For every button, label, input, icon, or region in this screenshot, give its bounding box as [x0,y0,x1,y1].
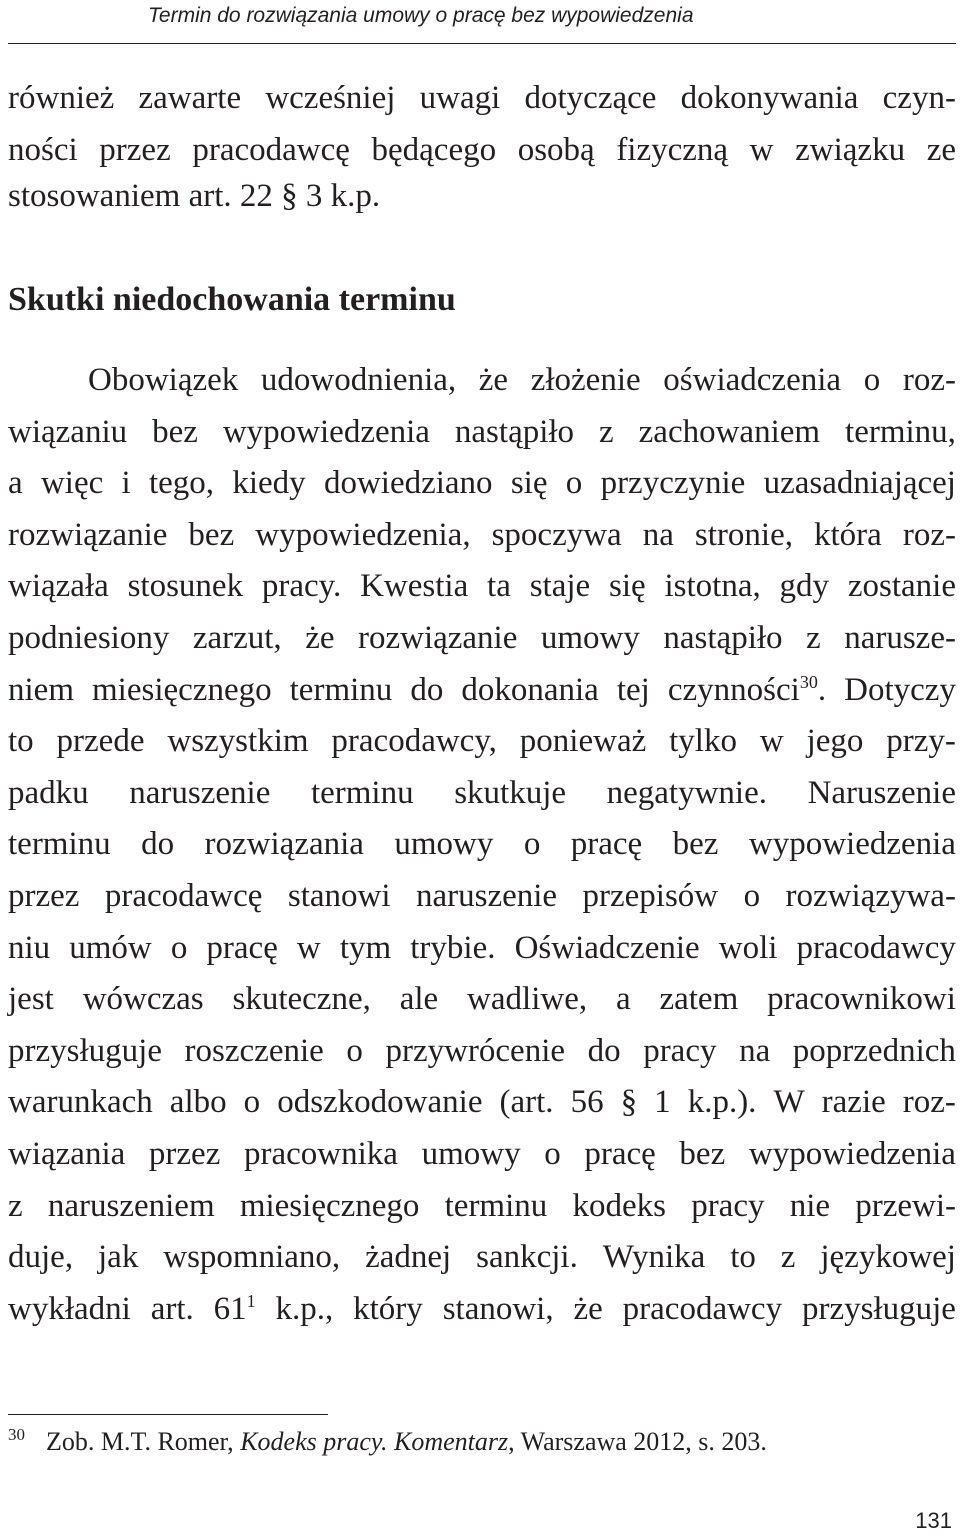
word: o [565,465,583,502]
word: stosunek [127,568,244,605]
text-line [8,928,956,968]
word: wykładni [8,1290,131,1327]
word: zarzut, [192,620,282,656]
word: zostanie [847,568,956,605]
word: Oświadczenie [514,929,700,966]
word: to [730,1239,756,1276]
word: razie [821,1084,886,1121]
word: negatywnie. [606,774,767,811]
text-line [8,773,956,813]
word: 61 [213,1290,247,1327]
text-line [8,1186,956,1226]
word: naruszenie [129,774,271,811]
word: związku [795,132,906,168]
word: Dotyczy [844,671,956,708]
word: złożenie [530,362,641,398]
word: rozwiązanie [8,516,168,553]
word: uzasadniającej [763,465,956,502]
footnote-divider [8,1414,328,1415]
article-superscript: 1 [246,1290,256,1311]
word: Kwestia [360,568,469,605]
word: terminu [8,826,111,863]
word: uwagi [419,80,501,116]
word: pracodawcy, [331,723,497,760]
word: bez [672,826,719,863]
text-line [8,1237,956,1277]
word: terminu, [845,413,956,450]
word: zatem [659,981,739,1018]
word: wadliwe, [467,981,588,1018]
word: podniesiony [8,620,170,656]
word: wiązaniu [8,413,128,450]
word: stosowaniem art. 22 § 3 k.p. [8,178,381,214]
text-line [8,670,956,710]
word: przysługuje [801,1290,956,1327]
footnote: 30 Zob. M.T. Romer, Kodeks pracy. Komentarz, Warszawa 2012, s. 203. [8,1425,767,1456]
word: językowej [820,1239,956,1276]
word: przysługuje [8,1032,162,1069]
word: pracodawcę [192,132,350,168]
word: ze [926,132,956,168]
word: pracownikowi [767,981,956,1018]
word: czyn- [882,80,956,116]
word: się [608,568,646,605]
word: naruszeniem [47,1187,215,1224]
word: . [817,671,827,708]
word: Obowiązek [88,362,239,398]
word: pracy. [261,568,342,605]
word: przewi- [855,1187,956,1224]
word: to [8,723,34,760]
word: (art. [499,1084,554,1121]
word: o [170,929,188,966]
word: ale [399,981,439,1018]
word: na [642,516,674,553]
word: pracy [643,1032,717,1069]
text-line [8,566,956,606]
word: woli [718,929,778,966]
word: ta [487,568,511,605]
text-line [8,618,956,658]
word: trybie. [410,929,496,966]
text-line [8,1289,956,1329]
word: naruszenie [415,878,558,914]
footnote-suffix: , Warszawa 2012, s. 203. [508,1427,767,1456]
word: miesięcznego [92,671,272,708]
word: odszkodowanie [277,1084,483,1121]
word: pracodawcy [796,929,956,966]
word: czynności [667,671,800,708]
word: jest [8,981,54,1018]
header-divider [8,43,956,44]
word: sankcji. [476,1239,578,1276]
word: wypowiedzenia [748,1136,956,1172]
word: istotna, [664,568,761,605]
word: o [544,1136,561,1172]
word: tylko [669,723,737,760]
word: dowiedziano [323,465,493,502]
word: tego, [148,465,215,502]
word: w [749,132,774,168]
word: niu [8,929,51,966]
word: się [510,465,548,502]
word: § [620,1084,638,1121]
word: wiązała [8,568,109,605]
word: miesięcznego [239,1187,420,1224]
text-line [8,412,956,452]
word: nie [789,1187,831,1224]
word: roz- [902,516,956,553]
word: wówczas [82,981,204,1018]
word: kodeks [572,1187,666,1224]
word: narusze- [844,620,956,656]
word: jak [98,1239,139,1276]
word: zawarte [138,80,242,116]
word: pracę [570,826,643,863]
word: stronie, [694,516,793,553]
word: bez [152,413,198,450]
word: udowodnienia, [260,362,457,398]
word: o [346,1032,363,1069]
word: terminu [310,774,414,811]
word: że [305,620,335,656]
word: do [587,1032,621,1069]
word: nastąpiło [454,413,575,450]
word: przede [56,723,145,760]
section-heading: Skutki niedochowania terminu [8,281,456,318]
word: albo [169,1084,227,1121]
footnote-reference: 30 [799,671,818,692]
word: roz- [902,1084,956,1121]
text-line [8,1031,956,1071]
word: osobą [517,132,595,168]
word: pracodawcy [622,1290,783,1327]
word: niem [8,671,74,708]
word: pracodawcę [104,878,263,914]
word: przez [99,132,171,168]
word: o [523,826,541,863]
word: wszystkim [167,723,309,760]
word: z [780,1239,796,1276]
word: rozwiązania [204,826,364,863]
word: ności [8,132,78,168]
word: fizyczną [616,132,729,168]
text-line [8,463,956,503]
word: przyczynie [600,465,746,502]
word: pracę [584,1136,656,1172]
word: nastąpiło [663,620,783,656]
word: a [615,981,631,1018]
word: wcześniej [265,80,396,116]
text-line [8,360,956,400]
word: umowy [421,1136,521,1172]
word: roz- [902,362,956,398]
word: i [121,465,131,502]
word: wiązania [8,1136,126,1172]
word: 1 [654,1084,671,1121]
word: umowy [394,826,494,863]
word: poprzednich [792,1032,956,1069]
word: przy- [886,723,956,760]
word: terminu [289,671,393,708]
word: o [863,362,881,398]
word: do [141,826,175,863]
text-line [8,130,956,170]
word: zachowaniem [638,413,821,450]
word: skuteczne, [232,981,371,1018]
word: k.p.). [687,1084,757,1121]
word: który [353,1290,423,1327]
word: będącego [371,132,497,168]
word: roszczenie [184,1032,324,1069]
word: o [243,1084,261,1121]
page-number: 131 [915,1508,952,1533]
word: k.p., [275,1290,334,1327]
word: rozwiązywa- [785,878,956,914]
word: staje [529,568,591,605]
word: że [573,1290,603,1327]
word: stanowi [287,878,391,914]
text-line [8,721,956,761]
footnote-prefix: Zob. M.T. Romer, [46,1427,241,1456]
word: Wynika [602,1239,706,1276]
word: tej [616,671,650,708]
word: przepisów [582,878,719,914]
text-line [8,876,956,916]
text-line [8,824,956,864]
word: oświadczenia [663,362,842,398]
word: skutkuje [454,774,567,811]
word: umowy [540,620,640,656]
word: więc [40,465,104,502]
word: rozwiązanie [357,620,518,656]
word: tym [339,929,392,966]
word: spoczywa [491,516,622,553]
word: umów [69,929,152,966]
word: dokonania [461,671,599,708]
word: na [739,1032,771,1069]
word: bez [679,1136,726,1172]
text-line [8,1082,956,1122]
word: również [8,80,115,116]
word: z [806,620,821,656]
word: przez [148,1136,221,1172]
word: a [8,465,23,502]
word: z [8,1187,23,1224]
word: dotyczące [524,80,657,116]
word: pracownika [243,1136,398,1172]
word: wspomniano, [163,1239,341,1276]
word: W [773,1084,805,1121]
word: że [478,362,509,398]
word: art. [150,1290,194,1327]
word: ponieważ [519,723,647,760]
word: w [759,723,784,760]
word: padku [8,774,89,811]
text-line [8,1134,956,1174]
word-with-footnote-ref [668,670,826,710]
word: wypowiedzenia [222,413,430,450]
word: w [296,929,321,966]
text-line [8,979,956,1019]
word: do [410,671,444,708]
word: przywrócenie [385,1032,566,1069]
word: wypowiedzenia [748,826,956,863]
word: pracy [691,1187,765,1224]
text-line [8,515,956,555]
article-number [214,1289,256,1329]
word: terminu [444,1187,548,1224]
word: Naruszenie [807,774,956,811]
footnote-cited-title: Kodeks pracy. Komentarz [240,1427,509,1456]
word: pracę [206,929,278,966]
text-line [8,78,956,118]
word: bez [188,516,235,553]
word: żadnej [365,1239,452,1276]
word: gdy [779,568,830,605]
word: duje, [8,1239,74,1276]
word: 56 [570,1084,604,1121]
word: dokonywania [680,80,859,116]
word: przez [8,878,80,914]
word: z [599,413,614,450]
word: kiedy [232,465,306,502]
word: która [814,516,882,553]
word: wypowiedzenia, [255,516,471,553]
word: o [743,878,761,914]
text-line [8,176,956,216]
word: warunkach [8,1084,153,1121]
word: jego [806,723,864,760]
running-header-title: Termin do rozwiązania umowy o pracę bez wypowiedzenia [148,4,694,27]
word: stanowi, [442,1290,554,1327]
